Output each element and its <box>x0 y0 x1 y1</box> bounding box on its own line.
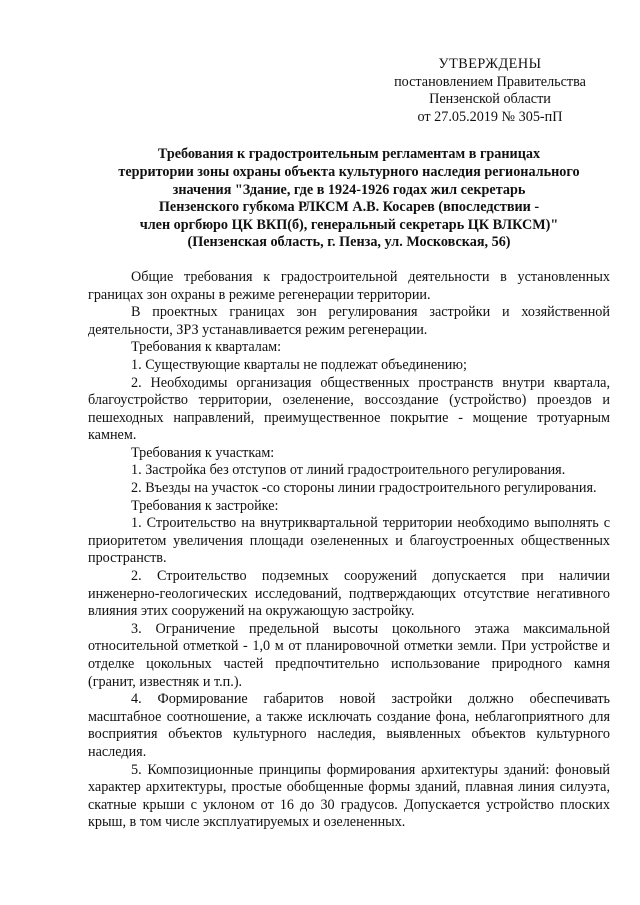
title-line: значения "Здание, где в 1924-1926 годах жил секретарь <box>172 181 526 198</box>
document-title <box>88 146 610 252</box>
title-line: член оргбюро ЦК ВКП(б), генеральный секретарь ЦК ВЛКСМ)" <box>139 216 559 233</box>
list-item: 1. Застройка без отступов от линий градостроительного регулирования. <box>131 462 566 479</box>
approval-line: Пензенской области <box>429 91 551 108</box>
title-line: (Пензенская область, г. Пенза, ул. Московская, 56) <box>187 234 511 251</box>
list-item: 2. Въезды на участок -со стороны линии градостроительного регулирования. <box>131 480 597 497</box>
approval-date-number: от 27.05.2019 № 305-пП <box>417 108 563 125</box>
approval-heading: УТВЕРЖДЕНЫ <box>438 56 542 72</box>
list-item: 4. Формирование габаритов новой застройки должно обеспечивать масштабное соотношение, а также исключать создание фона, неблагоприятного для восприятия объектов культурного наследия, выявленных объектов культурного наследия. <box>88 691 610 760</box>
list-item: 2. Необходимы организация общественных пространств внутри квартала, благоустройство территории, озеленение, воссоздание (устройство) проездов и пешеходных направлений, преимущественное покрытие - мощение тротуарным камнем. <box>88 374 610 444</box>
title-line: Требования к градостроительным регламентам в границах <box>157 146 541 163</box>
title-line: территории зоны охраны объекта культурного наследия регионального <box>118 163 580 180</box>
list-item: 5. Композиционные принципы формирования архитектуры зданий: фоновый характер архитектуры, простые обобщенные формы зданий, плавная линия силуэта, скатные крыши с уклоном от 16 до 30 градусов. Допускается устройство плоских крыш, в том числе эксплуатируемых и озелененных. <box>88 761 610 831</box>
paragraph: В проектных границах зон регулирования застройки и хозяйственной деятельности, ЗРЗ устанавливается режим регенерации. <box>88 304 610 338</box>
paragraph: Общие требования к градостроительной деятельности в установленных границах зон охраны в режиме регенерации территории. <box>88 268 610 303</box>
approval-line: постановлением Правительства <box>394 73 586 90</box>
section-heading: Требования к кварталам: <box>131 339 282 356</box>
section-heading: Требования к застройке: <box>131 497 279 514</box>
list-item: 2. Строительство подземных сооружений допускается при наличии инженерно-геологических исследований, подтверждающих отсутствие негативного влияния этих сооружений на окружающую застройку. <box>88 568 610 620</box>
title-line: Пензенского губкома РЛКСМ А.В. Косарев (впоследствии - <box>158 199 540 216</box>
list-item: 1. Существующие кварталы не подлежат объединению; <box>131 356 467 373</box>
approval-stamp <box>370 56 610 126</box>
section-heading: Требования к участкам: <box>131 444 275 461</box>
list-item: 3. Ограничение предельной высоты цокольного этажа максимальной относительной отметкой - 1,0 м от планировочной отметки земли. При устройстве и отделке цокольных частей предпочтительно использование природного камня (гранит, известняк и т.п.). <box>88 620 610 690</box>
list-item: 1. Строительство на внутриквартальной территории необходимо выполнять с приоритетом увеличения площади озелененных и благоустроенных общественных пространств. <box>88 515 610 567</box>
document-body <box>88 269 610 832</box>
